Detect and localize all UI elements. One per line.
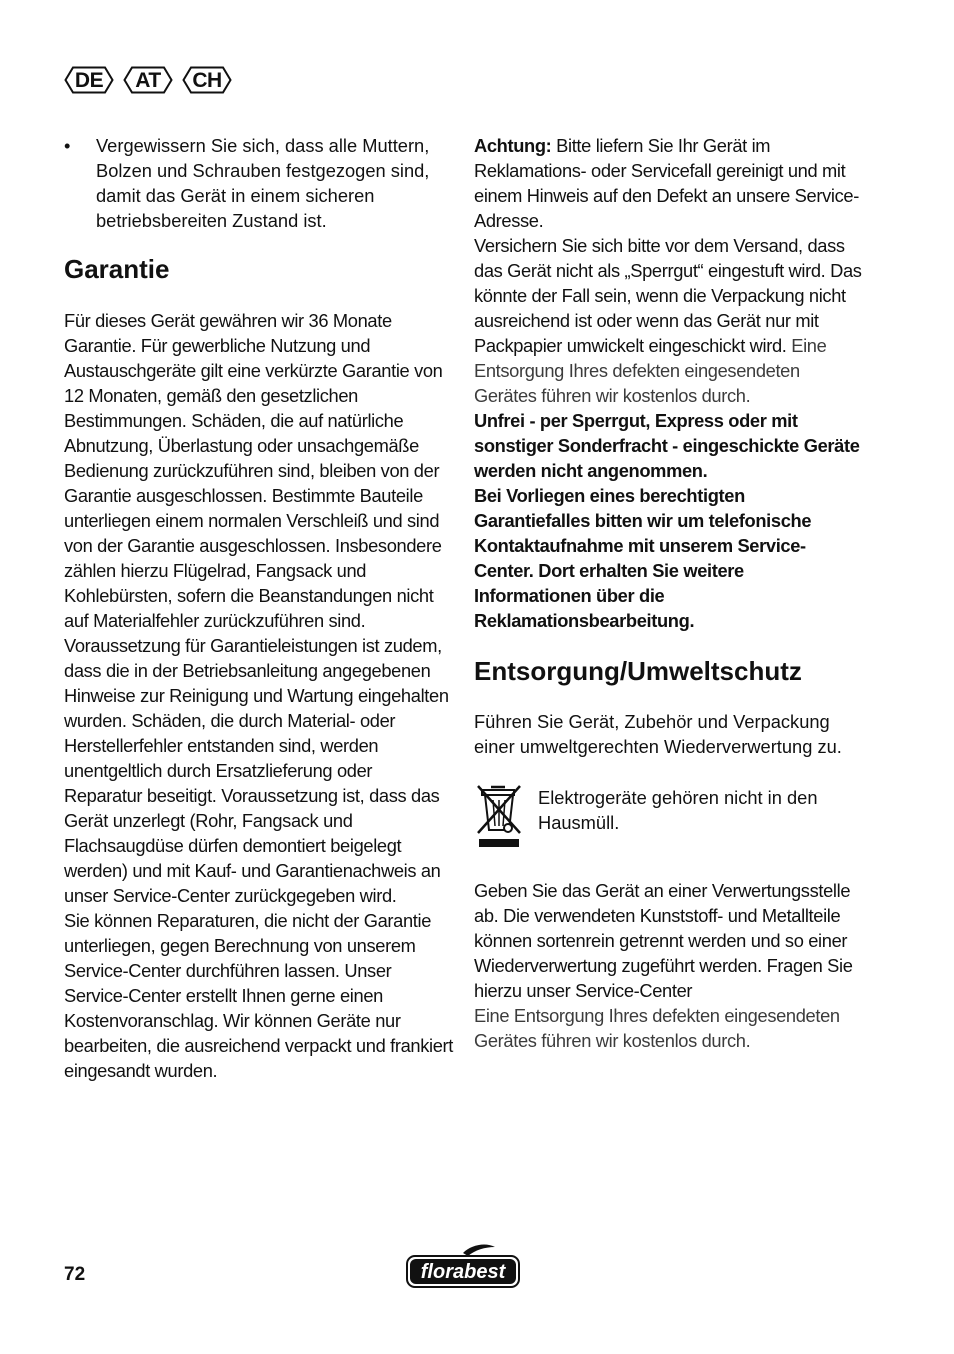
section-heading-entsorgung: Entsorgung/Umweltschutz: [474, 656, 802, 686]
weee-text: Elektrogeräte gehören nicht in den Hausmüll.: [538, 787, 818, 833]
country-badges: [64, 66, 241, 94]
country-badge-de: [64, 66, 114, 94]
achtung-label: Achtung:: [474, 135, 552, 156]
weee-notice: [474, 783, 864, 854]
versand-text: Versichern Sie sich bitte vor dem Versand, dass das Gerät nicht als „Sperrgut“ eingestuft wird. Das könnte der Fall sein, wenn die Verpackung nicht ausreichend ist oder wenn das Gerät nur mit Packpapier umwickelt eingeschickt wird.: [474, 235, 862, 356]
bullet-text: Vergewissern Sie sich, dass alle Muttern, Bolzen und Schrauben festgezogen sind, damit das Gerät in einem sicheren betriebsbereiten Zustand ist.: [96, 135, 430, 231]
garantie-paragraph: Für dieses Gerät gewähren wir 36 Monate Garantie. Für gewerbliche Nutzung und Austauschgeräte gilt eine verkürzte Garantie von 12 Monaten, gemäß den gesetzlichen Bestimmungen. Schäden, die auf natürliche Abnutzung, Überlastung oder unsachgemäße Bedienung zurückzuführen sind, bleiben von der Garantie ausgeschlossen. Bestimmte Bauteile unterliegen einem normalen Verschleiß und sind von der Garantie ausgeschlossen. Insbesondere zählen hierzu Flügelrad, Fangsack und Kohlebürsten, sofern die Beanstandungen nicht auf Materialfehler zurückzuführen sind. Voraussetzung für Garantieleistungen ist zudem, dass die in der Betriebsanleitung angegebenen Hinweise zur Reinigung und Wartung eingehalten wurden. Schäden, die durch Material- oder Herstellerfehler entstanden sind, werden unentgeltlich durch Ersatzlieferung oder Reparatur beseitigt. Voraussetzung ist, dass das Gerät unzerlegt (Rohr, Fangsack und Flachsaugdüse dürfen demontiert beigelegt werden) und mit Kauf- und Garantienachweis an unser Service-Center zurückgegeben wird.: [64, 310, 449, 906]
reparatur-paragraph: Sie können Reparaturen, die nicht der Garantie unterliegen, gegen Berechnung von unserem Service-Center durchführen lassen. Unser Service-Center erstellt Ihnen gerne einen Kostenvoranschlag. Wir können Geräte nur bearbeiten, die ausreichend verpackt und frankiert eingesandt wurden.: [64, 910, 453, 1081]
country-badge-label: CH: [192, 68, 222, 92]
country-badge-label: DE: [74, 68, 104, 92]
brand-logo: [405, 1244, 521, 1295]
entsorgung-intro: Führen Sie Gerät, Zubehör und Verpackung einer umweltgerechten Wiederverwertung zu.: [474, 711, 842, 757]
bullet-item: [64, 133, 454, 233]
section-heading-garantie: Garantie: [64, 254, 170, 284]
left-column: [64, 133, 454, 1083]
unfrei-warning: Unfrei - per Sperrgut, Express oder mit sonstiger Sonderfracht - eingeschickte Geräte werden nicht angenommen.: [474, 410, 860, 481]
country-badge-ch: [182, 66, 232, 94]
entsorgung-note: Eine Entsorgung Ihres defekten eingesendeten Gerätes führen wir kostenlos durch.: [474, 335, 827, 406]
bullet-marker: •: [64, 135, 71, 156]
verwertung-paragraph: Geben Sie das Gerät an einer Verwertungsstelle ab. Die verwendeten Kunststoff- und Metallteile können sortenrein getrennt werden und so einer Wiederverwertung zugeführt werden. Fragen Sie hierzu unser Service-Center: [474, 880, 853, 1001]
garantiefall-notice: Bei Vorliegen eines berechtigten Garantiefalles bitten wir um telefonische Kontaktaufnahme mit unserem Service-Center. Dort erhalten Sie weitere Informationen über die Reklamationsbearbeitung.: [474, 485, 812, 631]
right-column: [474, 133, 864, 1053]
entsorgung-note-2: Eine Entsorgung Ihres defekten eingesendeten Gerätes führen wir kostenlos durch.: [474, 1005, 840, 1051]
country-badge-at: [123, 66, 173, 94]
country-badge-label: AT: [135, 68, 161, 92]
page-number: 72: [64, 1264, 86, 1285]
crossed-out-bin-icon: [474, 783, 538, 854]
achtung-paragraph: [474, 133, 864, 233]
achtung-text: Bitte liefern Sie Ihr Gerät im Reklamations- oder Servicefall gereinigt und mit einem Hinweis auf den Defekt an unsere Service-Adresse.: [474, 135, 859, 231]
versand-paragraph: [474, 233, 864, 408]
brand-logo-text: florabest: [420, 1261, 506, 1283]
